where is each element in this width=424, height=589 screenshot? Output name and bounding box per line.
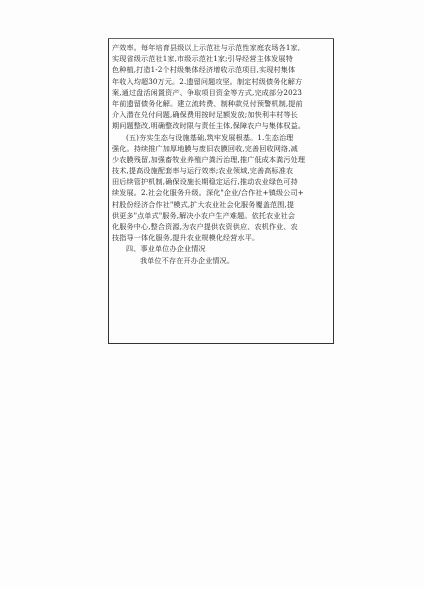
body-line: 技指导一体化服务,提升农业规模化经营水平。 [112,233,260,243]
body-line: 村股份经济合作社"模式,扩大农业社会化服务覆盖范围,提 [112,199,295,209]
body-line: 产效率。每年培育县级以上示范社与示范性家庭农场各1家, [112,43,301,52]
body-line: 化服务中心,整合资源,为农户提供农资供应、农机作业、农 [112,222,298,231]
body-line: 年前遗留债务化解。建立流转费、制种款兑付预警机制,提前 [112,98,303,108]
body-line: 田后续管护机制,确保设施长期稳定运行,推动农业绿色可持 [112,177,298,187]
body-line: 技术,提高设施配套率与运行效率;农业领域,完善高标准农 [112,166,294,176]
body-line: 介入潜在兑付问题,确保费用按时足额发放;加快利丰村等长 [112,110,299,120]
section-heading-line: (五)夯实生态与设施基础,筑牢发展根基。1.生态治理 [126,132,294,142]
body-line: 续发展。2.社会化服务升级。深化"企业/合作社+镇级公司+ [112,188,304,198]
body-line: 期问题整改,明确整改时限与责任主体,保障农户与集体权益。 [112,121,306,131]
body-line: 供更多"点单式"服务,解决小农户生产难题。依托农业社会 [112,210,296,220]
section-heading: 四、事业单位办企业情况 [126,244,206,254]
body-line: 案,通过盘活闲置资产、争取项目资金等方式,完成部分2023 [112,87,303,97]
body-line: 实现省级示范社1家,市级示范社1家;引导经营主体发展特 [112,54,293,64]
body-line: 少农膜残留,加强畜牧业养殖户粪污治理,推广低成本粪污处理 [112,154,306,164]
body-line: 色种植,打造1-2个村级集体经济增收示范项目,实现村集体 [112,65,296,75]
document-body [112,42,328,266]
body-line: 强化。持续推广加厚地膜与废旧农膜回收,完善回收网络,减 [112,143,298,153]
section-body-line: 我单位不存在开办企业情况。 [140,255,235,265]
body-line: 年收入均超30万元。2.遗留问题攻坚。制定村级债务化解方 [112,76,303,86]
